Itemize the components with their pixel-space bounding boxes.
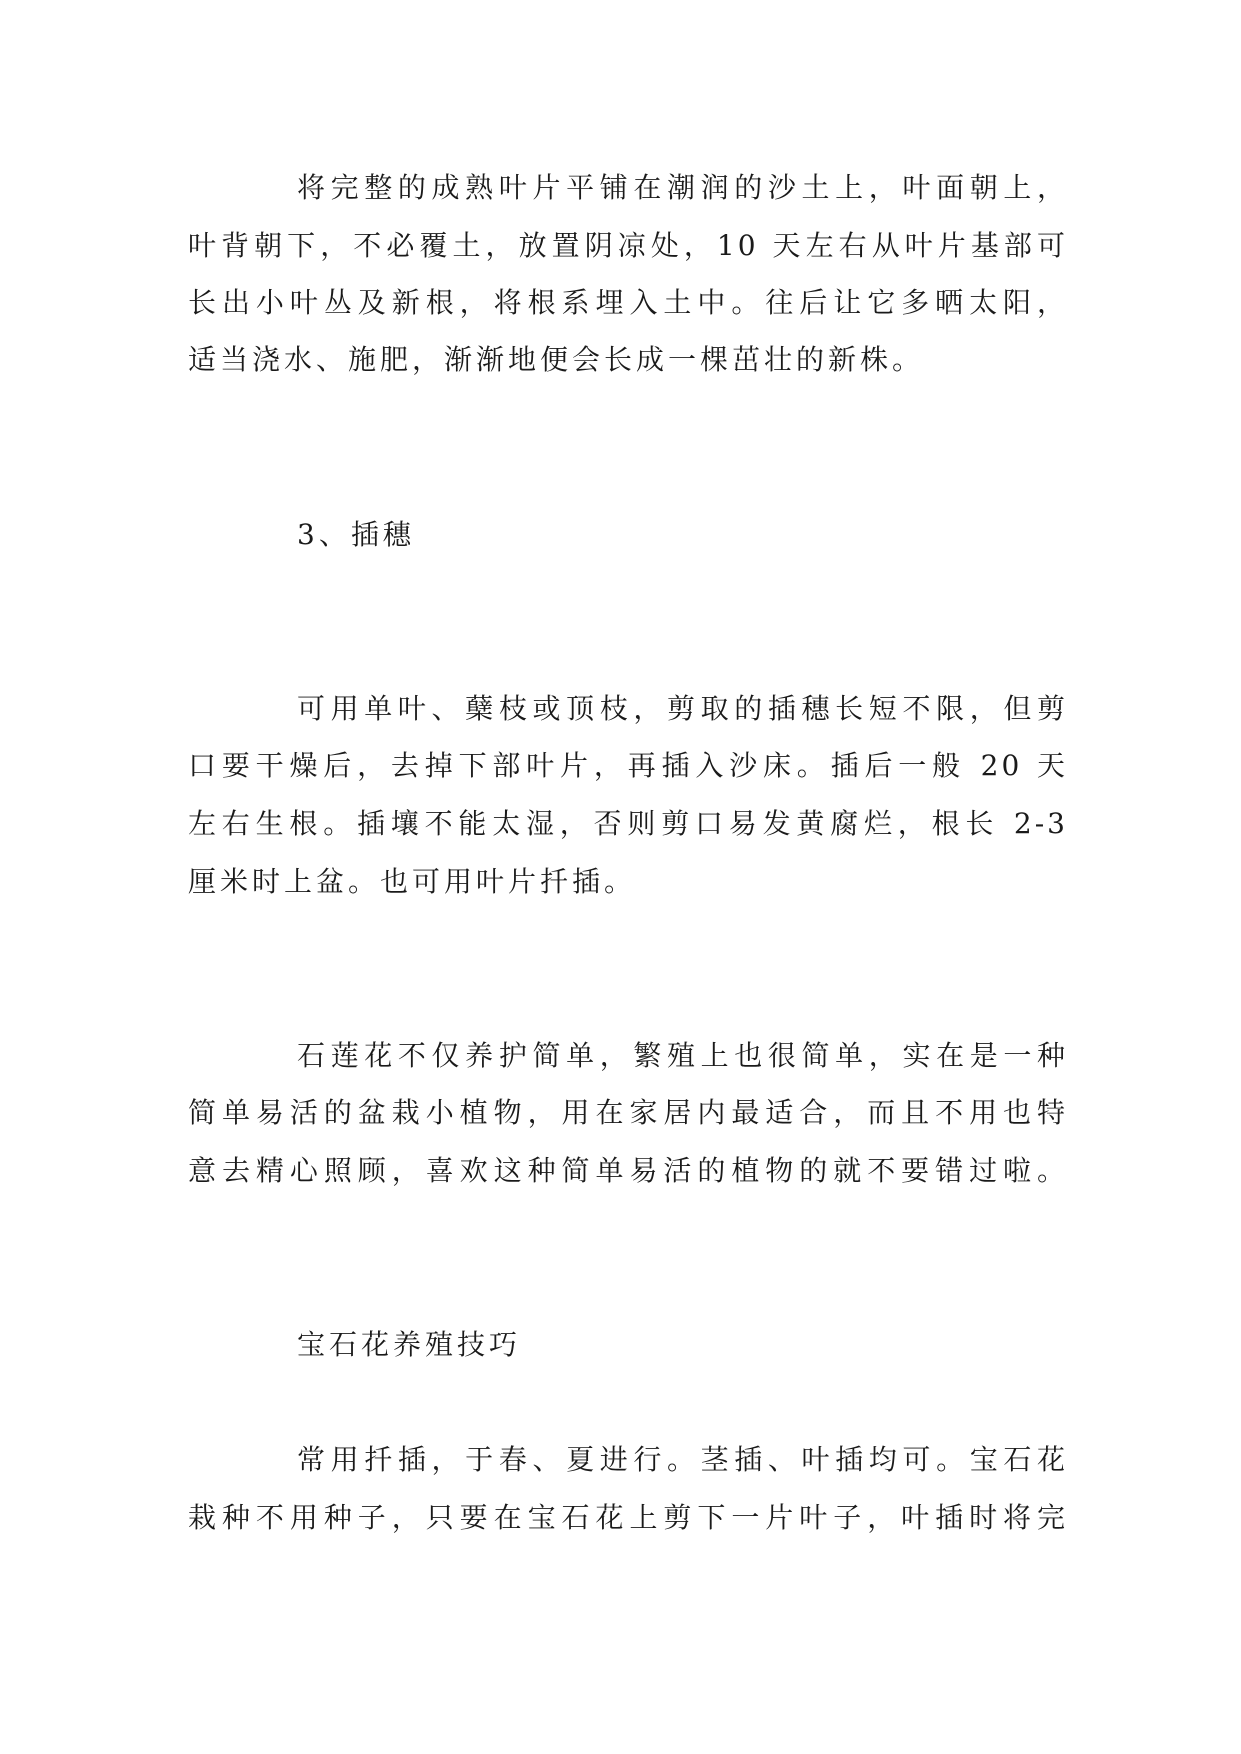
paragraph-line: 叶背朝下，不必覆土，放置阴凉处，10 天左右从叶片基部可 [188, 229, 1068, 262]
paragraph-line: 意去精心照顾，喜欢这种简单易活的植物的就不要错过啦。 [188, 1154, 1068, 1187]
section-heading: 3、插穗 [297, 518, 415, 551]
paragraph-line: 可用单叶、蘖枝或顶枝，剪取的插穗长短不限，但剪 [297, 692, 1068, 725]
paragraph-line: 将完整的成熟叶片平铺在潮润的沙土上，叶面朝上， [297, 171, 1068, 204]
paragraph-line: 长出小叶丛及新根，将根系埋入土中。往后让它多晒太阳， [188, 286, 1068, 319]
paragraph-line: 左右生根。插壤不能太湿，否则剪口易发黄腐烂，根长 2-3 [188, 807, 1068, 840]
section-heading: 宝石花养殖技巧 [297, 1328, 522, 1361]
paragraph-line: 口要干燥后，去掉下部叶片，再插入沙床。插后一般 20 天 [188, 749, 1068, 782]
paragraph-line: 栽种不用种子，只要在宝石花上剪下一片叶子，叶插时将完 [188, 1501, 1068, 1534]
paragraph-line: 适当浇水、施肥，渐渐地便会长成一棵茁壮的新株。 [188, 343, 925, 376]
paragraph-line: 常用扦插，于春、夏进行。茎插、叶插均可。宝石花 [297, 1443, 1068, 1476]
paragraph-line: 简单易活的盆栽小植物，用在家居内最适合，而且不用也特 [188, 1096, 1068, 1129]
paragraph-line: 厘米时上盆。也可用叶片扦插。 [188, 865, 637, 898]
paragraph-line: 石莲花不仅养护简单，繁殖上也很简单，实在是一种 [297, 1039, 1068, 1072]
